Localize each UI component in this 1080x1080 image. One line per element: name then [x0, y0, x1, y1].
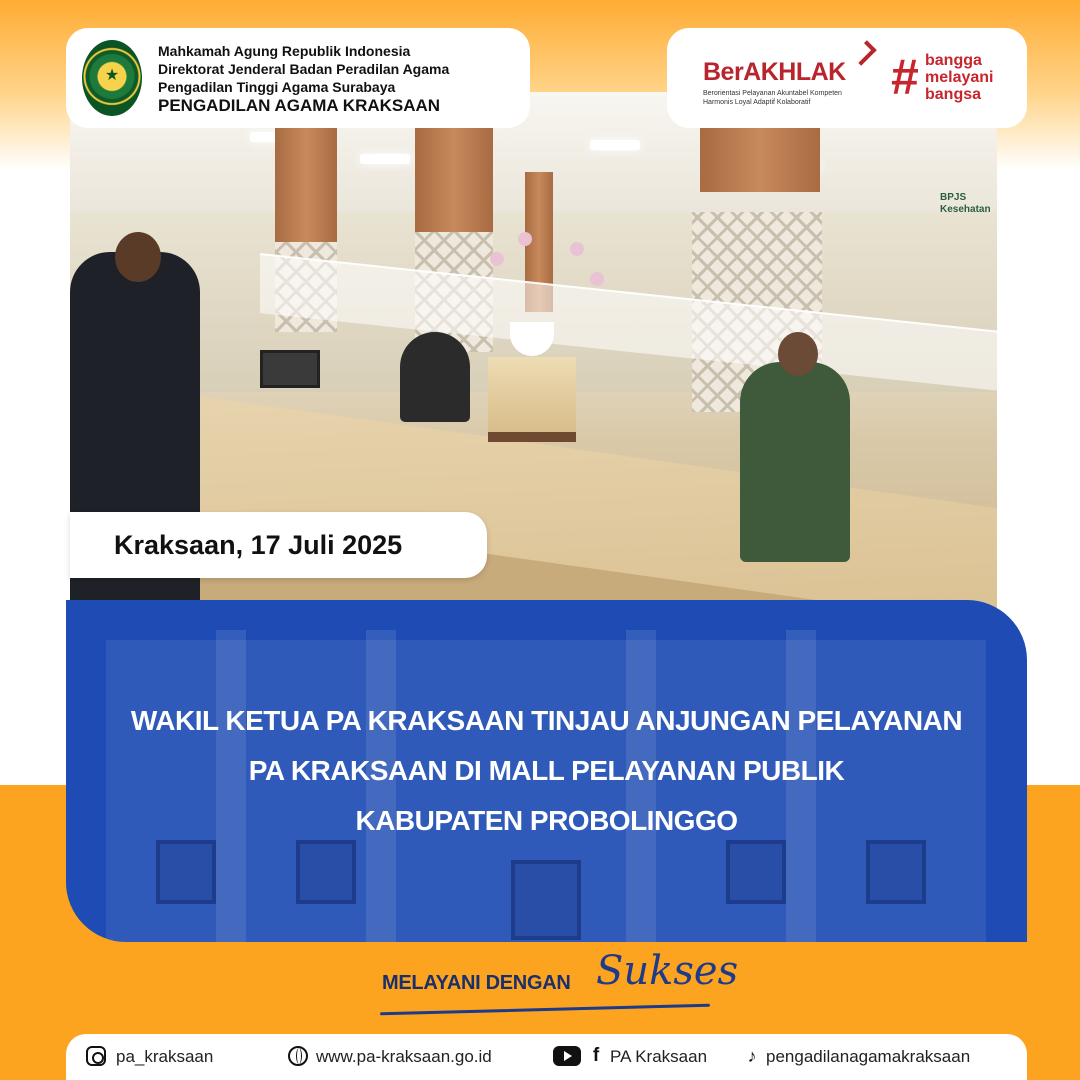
orchid-flower	[518, 232, 532, 246]
website-link[interactable]: www.pa-kraksaan.go.id	[316, 1047, 492, 1066]
facebook-icon[interactable]: f	[592, 1045, 600, 1066]
social-footer	[66, 1034, 1027, 1080]
org-line: Direktorat Jenderal Badan Peradilan Agama	[158, 61, 450, 77]
headline-line: PA KRAKSAAN DI MALL PELAYANAN PUBLIK	[248, 755, 845, 786]
bpjs-sign: BPJS Kesehatan	[940, 192, 991, 215]
seated-staff	[740, 362, 850, 562]
berakhlak-tagline: Berorientasi Pelayanan Akuntabel Kompeten Harmonis Loyal Adaptif Kolaboratif	[703, 90, 842, 106]
person-head	[115, 232, 161, 282]
headline-line: WAKIL KETUA PA KRAKSAAN TINJAU ANJUNGAN PELAYANAN	[130, 705, 963, 736]
orchid-flower	[570, 242, 584, 256]
instagram-icon[interactable]	[86, 1046, 106, 1066]
bangga-melayani-bangsa-logo: bangga melayani bangsa	[925, 52, 994, 103]
org-line: Mahkamah Agung Republik Indonesia	[158, 43, 411, 59]
standing-official	[70, 252, 200, 652]
globe-icon[interactable]	[288, 1046, 308, 1066]
org-name: PENGADILAN AGAMA KRAKSAAN	[158, 96, 441, 115]
building-window	[296, 840, 356, 904]
youtube-icon[interactable]	[553, 1046, 581, 1066]
headline-line: KABUPATEN PROBOLINGGO	[355, 805, 738, 836]
wooden-pillar	[415, 128, 493, 238]
orchid-flower	[490, 252, 504, 266]
orchid-flower	[590, 272, 604, 286]
values-logo-card	[667, 28, 1027, 128]
ceiling-light	[590, 140, 640, 150]
org-line: Pengadilan Tinggi Agama Surabaya	[158, 79, 396, 95]
date-label: Kraksaan, 17 Juli 2025	[114, 530, 403, 560]
institution-lines	[158, 42, 528, 116]
headline	[66, 696, 1027, 846]
tiktok-handle[interactable]: pengadilanagamakraksaan	[766, 1047, 971, 1066]
ceiling-light	[360, 154, 410, 164]
laptop	[260, 350, 320, 388]
headline-banner	[66, 600, 1027, 942]
tagline-script: Sukses	[596, 948, 739, 994]
date-label-pill	[70, 512, 487, 578]
star-icon: ★	[104, 67, 120, 84]
tiktok-icon[interactable]: ♪	[747, 1046, 757, 1066]
building-door	[511, 860, 581, 940]
tagline-main: MELAYANI DENGAN	[382, 972, 571, 994]
seated-visitor	[400, 332, 470, 422]
instagram-handle[interactable]: pa_kraksaan	[116, 1047, 214, 1066]
institution-header-card	[66, 28, 530, 128]
building-window	[156, 840, 216, 904]
court-emblem-logo	[82, 40, 142, 116]
wooden-pillar	[700, 122, 820, 192]
chevron-icon	[851, 40, 876, 65]
berakhlak-logo: BerAKHLAK	[703, 58, 846, 86]
building-window	[866, 840, 926, 904]
building-window	[726, 840, 786, 904]
person-head	[778, 332, 818, 376]
plant-stand	[488, 357, 576, 442]
hashtag-icon: #	[891, 49, 919, 105]
youtube-facebook-handle[interactable]: PA Kraksaan	[610, 1047, 708, 1066]
